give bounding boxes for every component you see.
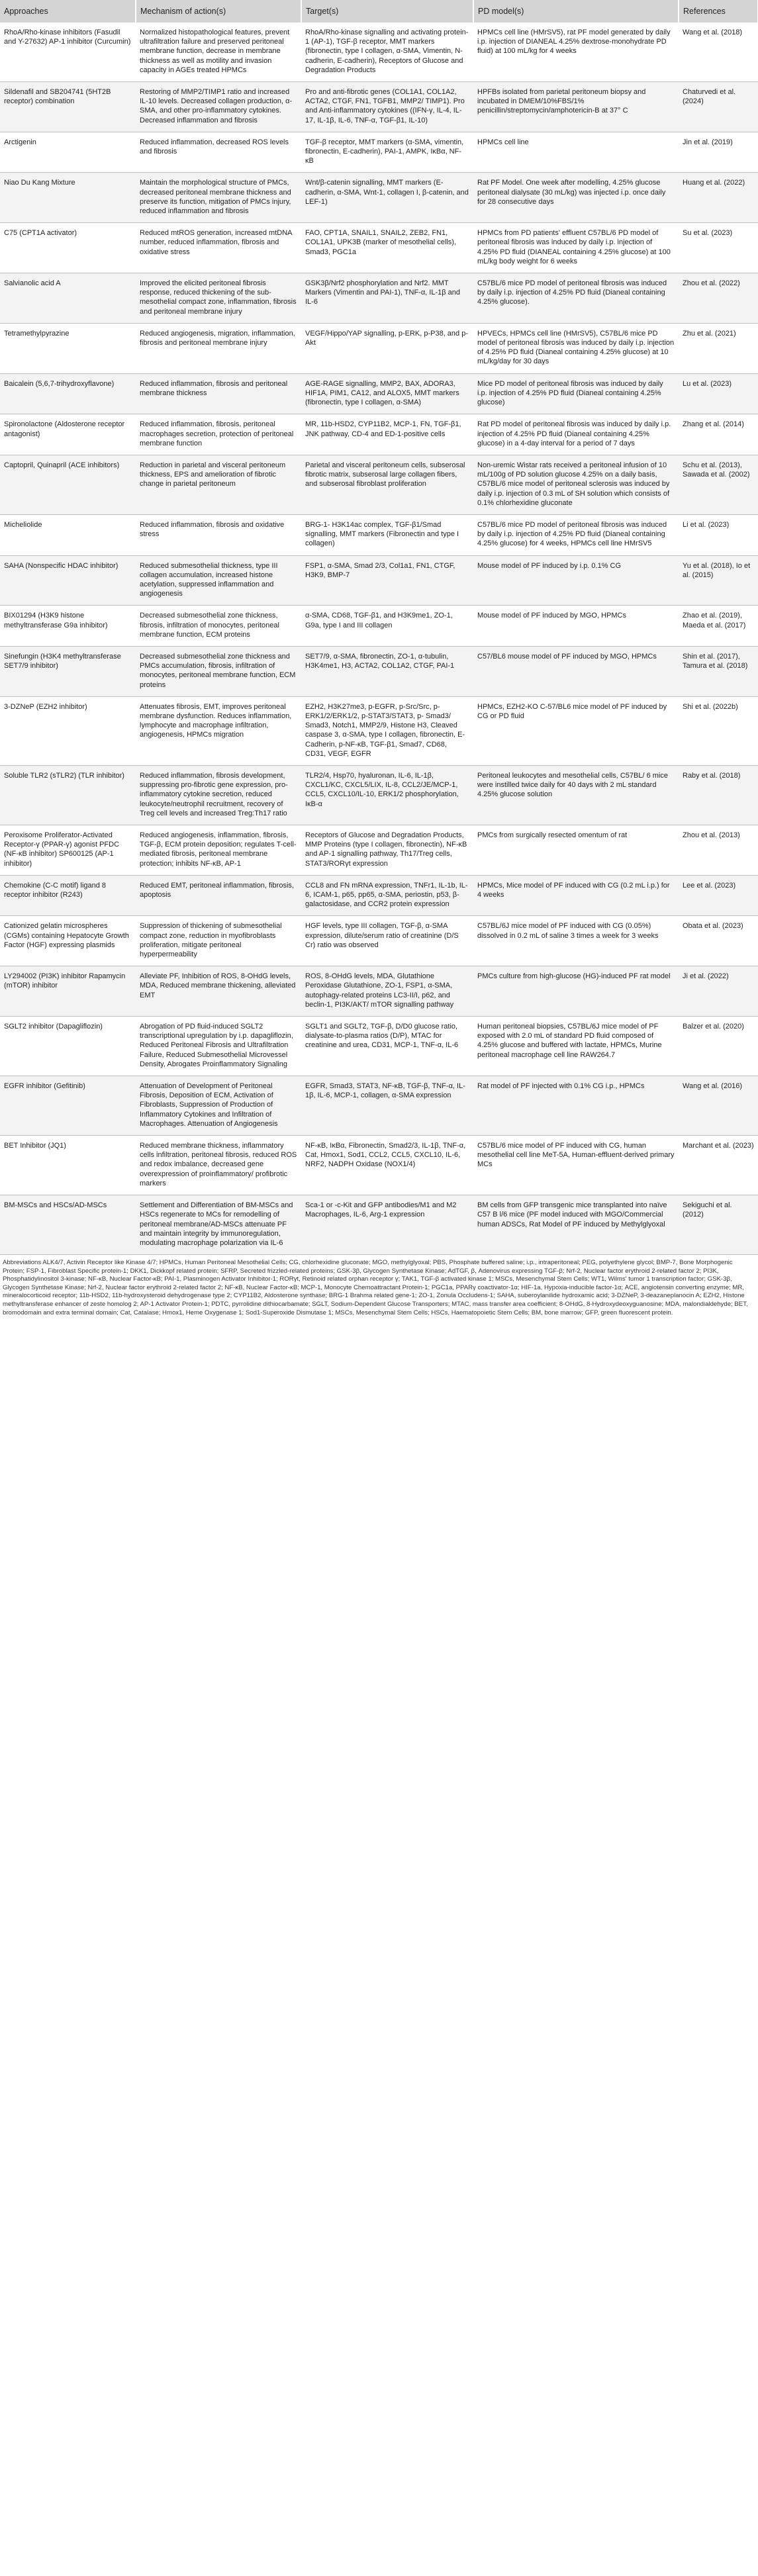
cell-mechanism: Decreased submesothelial zone thickness, fibrosis, infiltration of monocytes, peritoneal membrane function, ECM proteins — [136, 606, 301, 647]
cell-pd-model: Mouse model of PF induced by i.p. 0.1% CG — [473, 555, 679, 606]
cell-targets: MR, 11b-HSD2, CYP11B2, MCP-1, FN, TGF-β1, JNK pathway, CD-4 and ED-1-positive cells — [301, 414, 473, 455]
cell-approach: BM-MSCs and HSCs/AD-MSCs — [0, 1195, 136, 1255]
table-row — [0, 82, 758, 132]
table-row — [0, 132, 758, 173]
cell-approach: BET Inhibitor (JQ1) — [0, 1136, 136, 1195]
cell-pd-model: PMCs from surgically resected omentum of rat — [473, 825, 679, 876]
table-row — [0, 606, 758, 647]
table-row — [0, 514, 758, 555]
cell-pd-model: Rat PF Model. One week after modelling, 4.25% glucose peritoneal dialysate (30 mL/kg) was injected i.p. once daily for 28 consecutive days — [473, 173, 679, 223]
cell-pd-model: Rat PD model of peritoneal fibrosis was induced by daily i.p. injection of 4.25% PD fluid (Dianeal containing 4.25% glucose) in a 4-day interval for a period of 7 days — [473, 414, 679, 455]
cell-approach: Peroxisome Proliferator-Activated Receptor-γ (PPAR-γ) agonist PFDC (NF-κB inhibitor) SP600125 (AP-1 inhibitor) — [0, 825, 136, 876]
cell-approach: Soluble TLR2 (sTLR2) (TLR inhibitor) — [0, 765, 136, 825]
cell-mechanism: Attenuates fibrosis, EMT, improves peritoneal membrane dysfunction. Reduces inflammation, lymphocyte and macrophage infiltration, angiogenesis, HPMCs migration — [136, 696, 301, 765]
cell-pd-model: Human peritoneal biopsies, C57BL/6J mice model of PF exposed with 2.0 mL of standard PD fluid composed of 4.25% glucose and buffered with lactate, HPMCs, Murine peritoneal macrophage cell line RAW264.7 — [473, 1017, 679, 1076]
cell-mechanism: Improved the elicited peritoneal fibrosis response, reduced thickening of the sub-mesothelial compact zone, inflammation, fibrosis and peritoneal membrane injury — [136, 273, 301, 324]
table-footer — [0, 1255, 758, 1320]
cell-approach: Tetramethylpyrazine — [0, 323, 136, 373]
cell-mechanism: Suppression of thickening of submesothelial compact zone, reduction in myofibroblasts proliferation, mitigate peritoneal hyperpermeability — [136, 916, 301, 966]
cell-mechanism: Reduced EMT, peritoneal inflammation, fibrosis, apoptosis — [136, 875, 301, 916]
cell-targets: FSP1, α-SMA, Smad 2/3, Col1a1, FN1, CTGF, H3K9, BMP-7 — [301, 555, 473, 606]
cell-approach: C75 (CPT1A activator) — [0, 223, 136, 273]
cell-approach: Arctigenin — [0, 132, 136, 173]
cell-pd-model: C57BL/6J mice model of PF induced with CG (0.05%) dissolved in 0.2 mL of saline 3 times a week for 3 weeks — [473, 916, 679, 966]
cell-mechanism: Reduced angiogenesis, migration, inflammation, fibrosis and peritoneal membrane injury — [136, 323, 301, 373]
table-row — [0, 1017, 758, 1076]
table-header — [0, 0, 758, 23]
cell-targets: Parietal and visceral peritoneum cells, subserosal fibrotic matrix, subserosal large collagen fibers, and subserosal fibroblast proliferation — [301, 455, 473, 514]
header-mechanism: Mechanism of action(s) — [136, 0, 301, 23]
cell-approach: EGFR inhibitor (Gefitinib) — [0, 1076, 136, 1136]
cell-references: Shi et al. (2022b) — [679, 696, 758, 765]
cell-targets: EGFR, Smad3, STAT3, NF-κB, TGF-β, TNF-α, IL-1β, IL-6, MCP-1, collagen, α-SMA expression — [301, 1076, 473, 1136]
table-row — [0, 414, 758, 455]
cell-references: Yu et al. (2018), Io et al. (2015) — [679, 555, 758, 606]
table-row — [0, 323, 758, 373]
cell-approach: BIX01294 (H3K9 histone methyltransferase G9a inhibitor) — [0, 606, 136, 647]
header-references: References — [679, 0, 758, 23]
cell-pd-model: Mouse model of PF induced by MGO, HPMCs — [473, 606, 679, 647]
cell-targets: RhoA/Rho-kinase signalling and activating protein-1 (AP-1), TGF-β receptor, MMT markers (fibronectin, type I collagen, α-SMA, Vimentin, N-cadherin, E-cadherin), Receptors of Glucose and Degradation Products — [301, 23, 473, 82]
cell-targets: EZH2, H3K27me3, p-EGFR, p-Src/Src, p-ERK1/2/ERK1/2, p-STAT3/STAT3, p- Smad3/ Smad3, Notch1, MMP2/9, Histone H3, Cleaved caspase 3, α-SMA, type I collagen, fibronectin, E-Cadherin, p-NF-κB, TGF-β1, Smad7, CD68, CD31, VEGF, EGFR — [301, 696, 473, 765]
cell-references: Lu et al. (2023) — [679, 373, 758, 414]
cell-pd-model: HPMCs cell line — [473, 132, 679, 173]
cell-references: Obata et al. (2023) — [679, 916, 758, 966]
cell-approach: 3-DZNeP (EZH2 inhibitor) — [0, 696, 136, 765]
cell-mechanism: Reduced mtROS generation, increased mtDNA number, reduced inflammation, fibrosis and oxidative stress — [136, 223, 301, 273]
cell-references: Zhou et al. (2013) — [679, 825, 758, 876]
cell-pd-model: HPVECs, HPMCs cell line (HMrSV5), C57BL/6 mice PD model of peritoneal fibrosis was induced by daily i.p. injection of 4.25% PD fluid (Dianeal containing 4.25% glucose) at 10 mL/kg/day for 30 days — [473, 323, 679, 373]
table-row — [0, 273, 758, 324]
cell-approach: Captopril, Quinapril (ACE inhibitors) — [0, 455, 136, 514]
cell-pd-model: HPMCs, EZH2-KO C-57/BL6 mice model of PF induced by CG or PD fluid — [473, 696, 679, 765]
table-row — [0, 696, 758, 765]
abbreviations-footnote: Abbreviations ALK4/7, Activin Receptor like Kinase 4/7; HPMCs, Human Peritoneal Mesothelial Cells; CG, chlorhexidine gluconate; MGO, methylglyoxal; PBS, Phosphate buffered saline; i.p., intraperitoneal; PEG, polyethylene glycol; BMP-7, Bone Morphogenic Protein; FSP-1, Fibroblast Specific protein-1; DKK1, Dickkopf related protein; SFRP, Secreted frizzled-related proteins; GSK-3β, Glycogen Synthetase Kinase; AdTGF, β, Adenovirus expressing TGF-β; Nrf-2, Nuclear factor erythroid 2-related factor 2; PI3K, Phosphatidylinositol 3-kinase; NF-κB, Nuclear Factor-κB; PAI-1, Plasminogen Activator Inhibitor-1; RORγt, Retinoid related orphan receptor γ; TAK1, TGF-β activated kinase 1; MSCs, Mesenchymal Stem Cells; WT1, Wilms' tumor 1 transcription factor; GSK-3β, Glycogen Synthetase Kinase; Nrf-2, Nuclear factor erythroid 2-related factor 2; NF-κB, Nuclear Factor-κB; MCP-1, Monocyte Chemoattractant Protein-1; PGC1a, PPARγ coactivator-1α; HIF-1a, Hypoxia-inducible factor-1α; ACE, angiotensin converting enzyme; MR, mineralocorticoid receptor; 11b-HSD2, 11b-hydroxysteroid dehydrogenase type 2; CYP11B2, Aldosterone synthase; BRG-1 Brahma related gene-1; ZO-1, Zonula Occludens-1; SAHA, suberoylanilide hydroxamic acid; 3-DZNeP, 3-deazaneplanocin A; EZH2, Histone methyltransferase enhancer of zeste homolog 2; AP-1 Activator Protein-1; PDTC, pyrrolidine dithiocarbamate; SGLT, Sodium-Dependent Glucose Transporters; MTAC, mass transfer area coefficient; 8-OHdG, 8-Hydroxydeoxyguanosine; MDA, malondialdehyde; BET, bromodomain and extra terminal domain; Cat, Catalase; Hmox1, Heme Oxygenase 1; Sod1-Superoxide Dismutase 1; MSCs, Mesenchymal Stem Cells; HSCs, Haematopoietic Stem Cells; BM, bone marrow; GFP, green fluorescent protein. — [3, 1259, 748, 1316]
table-row — [0, 23, 758, 82]
cell-targets: CCL8 and FN mRNA expression, TNFr1, IL-1b, IL-6, ICAM-1, p65, pp65, α-SMA, periostin, p53, β-galactosidase, and CCR2 protein expression — [301, 875, 473, 916]
cell-references: Marchant et al. (2023) — [679, 1136, 758, 1195]
header-targets: Target(s) — [301, 0, 473, 23]
table-row — [0, 916, 758, 966]
cell-approach: Baicalein (5,6,7-trihydroxyflavone) — [0, 373, 136, 414]
cell-references: Sekiguchi et al. (2012) — [679, 1195, 758, 1255]
table-row — [0, 555, 758, 606]
cell-targets: SGLT1 and SGLT2, TGF-β, D/D0 glucose ratio, dialysate-to-plasma ratios (D/P), MTAC for creatinine and urea, CD31, MCP-1, TNF-α, IL-6 — [301, 1017, 473, 1076]
cell-targets: SET7/9, α-SMA, fibronectin, ZO-1, α-tubulin, H3K4me1, H3, ACTA2, COL1A2, CTGF, PAI-1 — [301, 646, 473, 696]
cell-approach: RhoA/Rho-kinase inhibitors (Fasudil and Y-27632) AP-1 inhibitor (Curcumin) — [0, 23, 136, 82]
cell-targets: TLR2/4, Hsp70, hyaluronan, IL-6, IL-1β, CXCL1/KC, CXCL5/LIX, IL-8, CCL2/JE/MCP-1, CCL5, CXCL10/IL-10, ERK1/2 phosphorylation, IκB-α — [301, 765, 473, 825]
cell-approach: Micheliolide — [0, 514, 136, 555]
table-row — [0, 1195, 758, 1255]
cell-references: Chaturvedi et al. (2024) — [679, 82, 758, 132]
cell-references: Zhu et al. (2021) — [679, 323, 758, 373]
cell-pd-model: PMCs culture from high-glucose (HG)-induced PF rat model — [473, 966, 679, 1017]
cell-approach: Sinefungin (H3K4 methyltransferase SET7/9 inhibitor) — [0, 646, 136, 696]
cell-references: Balzer et al. (2020) — [679, 1017, 758, 1076]
cell-references: Raby et al. (2018) — [679, 765, 758, 825]
cell-references: Lee et al. (2023) — [679, 875, 758, 916]
table-row — [0, 373, 758, 414]
cell-targets: Wnt/β-catenin signalling, MMT markers (E-cadherin, α-SMA, Wnt-1, collagen I, β-catenin, and LEF-1) — [301, 173, 473, 223]
cell-approach: Salvianolic acid A — [0, 273, 136, 324]
footnote-row — [0, 1255, 758, 1320]
header-approaches: Approaches — [0, 0, 136, 23]
cell-approach: SAHA (Nonspecific HDAC inhibitor) — [0, 555, 136, 606]
table-row — [0, 455, 758, 514]
table-row — [0, 825, 758, 876]
cell-targets: VEGF/Hippo/YAP signalling, p-ERK, p-P38, and p-Akt — [301, 323, 473, 373]
cell-mechanism: Reduced inflammation, fibrosis, peritoneal macrophages secretion, protection of peritoneal membrane function — [136, 414, 301, 455]
cell-mechanism: Restoring of MMP2/TIMP1 ratio and increased IL-10 levels. Decreased collagen production, α-SMA, and other pro-inflammatory cytokines. Decreased inflammation and fibrosis — [136, 82, 301, 132]
cell-targets: BRG-1- H3K14ac complex, TGF-β1/Smad signalling, MMT markers (Fibronectin and type I collagen) — [301, 514, 473, 555]
table-row — [0, 223, 758, 273]
cell-mechanism: Reduced submesothelial thickness, type III collagen accumulation, increased histone acetylation, suppressed inflammation and angiogenesis — [136, 555, 301, 606]
cell-references: Li et al. (2023) — [679, 514, 758, 555]
cell-references: Ji et al. (2022) — [679, 966, 758, 1017]
header-row — [0, 0, 758, 23]
cell-references: Huang et al. (2022) — [679, 173, 758, 223]
cell-pd-model: C57BL/6 mice model of PF induced with CG, human mesothelial cell line MeT-5A, Human-effluent-derived primary MCs — [473, 1136, 679, 1195]
cell-references: Su et al. (2023) — [679, 223, 758, 273]
table-row — [0, 646, 758, 696]
cell-mechanism: Reduced angiogenesis, inflammation, fibrosis, TGF-β, ECM protein deposition; regulates T-cell-mediated fibrosis, peritoneal membrane protection; inhibits NF-κB, AP-1 — [136, 825, 301, 876]
cell-targets: Sca-1 or -c-Kit and GFP antibodies/M1 and M2 Macrophages, IL-6, Arg-1 expression — [301, 1195, 473, 1255]
cell-approach: Chemokine (C-C motif) ligand 8 receptor inhibitor (R243) — [0, 875, 136, 916]
cell-mechanism: Reduced inflammation, decreased ROS levels and fibrosis — [136, 132, 301, 173]
cell-pd-model: HPMCs from PD patients' effluent C57BL/6 PD model of peritoneal fibrosis was induced by daily i.p. injection of 4.25% PD fluid (DIANEAL containing 4.25% glucose) at 100 mL/kg body weight for 6 weeks — [473, 223, 679, 273]
cell-pd-model: Peritoneal leukocytes and mesothelial cells, C57BL/ 6 mice were instilled twice daily for 40 days with 2 mL standard 4.25% glucose solution — [473, 765, 679, 825]
cell-approach: Niao Du Kang Mixture — [0, 173, 136, 223]
table-row — [0, 173, 758, 223]
cell-mechanism: Attenuation of Development of Peritoneal Fibrosis, Deposition of ECM, Activation of Fibroblasts, Suppression of Production of Inflammatory Cytokines and Infiltration of Macrophages. Attenuation of Angiogenesis — [136, 1076, 301, 1136]
cell-approach: LY294002 (PI3K) inhibitor Rapamycin (mTOR) inhibitor — [0, 966, 136, 1017]
cell-pd-model: Rat model of PF injected with 0.1% CG i.p., HPMCs — [473, 1076, 679, 1136]
cell-pd-model: C57/BL6 mouse model of PF induced by MGO, HPMCs — [473, 646, 679, 696]
cell-approach: Sildenafil and SB204741 (5HT2B receptor) combination — [0, 82, 136, 132]
cell-mechanism: Reduced inflammation, fibrosis and oxidative stress — [136, 514, 301, 555]
cell-references: Wang et al. (2016) — [679, 1076, 758, 1136]
cell-mechanism: Alleviate PF, Inhibition of ROS, 8-OHdG levels, MDA, Reduced membrane thickening, alleviated EMT — [136, 966, 301, 1017]
cell-references: Jin et al. (2019) — [679, 132, 758, 173]
cell-references: Zhou et al. (2022) — [679, 273, 758, 324]
cell-mechanism: Maintain the morphological structure of PMCs, decreased peritoneal membrane thickness and preserve its function, mitigation of PMCs injury, reduced inflammation and fibrosis — [136, 173, 301, 223]
cell-targets: Receptors of Glucose and Degradation Products, MMP Proteins (type I collagen, fibronectin), NF-κB and AP-1 signalling pathway, Th17/Treg cells, STAT3/RORγt expression — [301, 825, 473, 876]
cell-targets: Pro and anti-fibrotic genes (COL1A1, COL1A2, ACTA2, CTGF, FN1, TGFB1, MMP2/ TIMP1). Pro and Anti-inflammatory cytokines ((IFN-γ, IL-4, IL-17, IL-1β, IL-6, TNF-α, TGF-β1, IL-10) — [301, 82, 473, 132]
cell-mechanism: Settlement and Differentiation of BM-MSCs and HSCs regenerate to MCs for remodelling of peritoneal membrane/AD-MSCs attenuate PF and maintain integrity by immunoregulation, modulating macrophage polarization via IL-6 — [136, 1195, 301, 1255]
cell-mechanism: Reduced membrane thickness, inflammatory cells infiltration, peritoneal fibrosis, reduced ROS and redox imbalance, decreased gene overexpression of proinflammatory/ profibrotic markers — [136, 1136, 301, 1195]
cell-targets: NF-κB, IκBα, Fibronectin, Smad2/3, IL-1β, TNF-α, Cat, Hmox1, Sod1, CCL2, CCL5, CXCL10, IL-6, NRF2, NADPH Oxidase (NOX1/4) — [301, 1136, 473, 1195]
cell-references: Zhang et al. (2014) — [679, 414, 758, 455]
cell-approach: SGLT2 inhibitor (Dapagliflozin) — [0, 1017, 136, 1076]
cell-pd-model: HPFBs isolated from parietal peritoneum biopsy and incubated in DMEM/10%FBS/1% penicillin/streptomycin/amphotericin-B at 37° C — [473, 82, 679, 132]
cell-mechanism: Normalized histopathological features, prevent ultrafiltration failure and preserved peritoneal membrane function, decrease in membrane thickness as well as motility and invasion capacity in AGEs treated HPMCs — [136, 23, 301, 82]
cell-targets: TGF-β receptor, MMT markers (α-SMA, vimentin, fibronectin, E-cadherin), PAI-1, AMPK, IκBα, NF-κB — [301, 132, 473, 173]
cell-mechanism: Decreased submesothelial zone thickness and PMCs accumulation, fibrosis, infiltration of monocytes, peritoneal membrane function, ECM proteins — [136, 646, 301, 696]
table-row — [0, 765, 758, 825]
table-row — [0, 966, 758, 1017]
header-pd-models: PD model(s) — [473, 0, 679, 23]
cell-pd-model: HPMCs cell line (HMrSV5), rat PF model generated by daily i.p. injection of DIANEAL 4.25% dextrose-monohydrate PD fluid) at 100 mL/kg for 4 weeks — [473, 23, 679, 82]
cell-approach: Cationized gelatin microspheres (CGMs) containing Hepatocyte Growth Factor (HGF) expressing plasmids — [0, 916, 136, 966]
cell-targets: AGE-RAGE signalling, MMP2, BAX, ADORA3, HIF1A, PIM1, CA12, and ALOX5, MMT markers (fibronectin, type I collagen, α-SMA) — [301, 373, 473, 414]
cell-pd-model: Non-uremic Wistar rats received a peritoneal infusion of 10 mL/100g of PD solution glucose 4.25% on a daily basis, C57BL/6 mice model of peritoneal sclerosis was induced by daily i.p. injection of 0.3 mL of SH solution which consists of 0.1% chlorhexidine gluconate — [473, 455, 679, 514]
cell-mechanism: Reduction in parietal and visceral peritoneum thickness, EPS and amelioration of fibrotic change in parietal peritoneum — [136, 455, 301, 514]
cell-pd-model: BM cells from GFP transgenic mice transplanted into naïve C57 B l/6 mice (PF model induced with MGO/Commercial human ADSCs, Rat Model of PF induced by Methylglyoxal — [473, 1195, 679, 1255]
cell-targets: GSK3β/Nrf2 phosphorylation and Nrf2. MMT Markers (Vimentin and PAI-1), TNF-α, IL-1β and IL-6 — [301, 273, 473, 324]
cell-targets: ROS, 8-OHdG levels, MDA, Glutathione Peroxidase Glutathione, ZO-1, FSP1, α-SMA, autophagy-related proteins LC3-II/I, p62, and beclin-1, PI3K/AKT/ mTOR signalling pathway — [301, 966, 473, 1017]
cell-pd-model: C57BL/6 mice PD model of peritoneal fibrosis was induced by daily i.p. injection of 4.25% PD fluid (Dianeal containing 4.25% glucose) for 4 weeks, HPMCs cell line HMrSV5 — [473, 514, 679, 555]
cell-approach: Spironolactone (Aldosterone receptor antagonist) — [0, 414, 136, 455]
cell-pd-model: HPMCs, Mice model of PF induced with CG (0.2 mL i.p.) for 4 weeks — [473, 875, 679, 916]
cell-pd-model: C57BL/6 mice PD model of peritoneal fibrosis was induced by daily i.p. injection of 4.25% PD fluid (Dianeal containing 4.25% glucose). — [473, 273, 679, 324]
cell-pd-model: Mice PD model of peritoneal fibrosis was induced by daily i.p. injection of 4.25% PD fluid (Dianeal containing 4.25% glucose) — [473, 373, 679, 414]
cell-references: Shin et al. (2017), Tamura et al. (2018) — [679, 646, 758, 696]
cell-references: Wang et al. (2018) — [679, 23, 758, 82]
cell-mechanism: Reduced inflammation, fibrosis and peritoneal membrane thickness — [136, 373, 301, 414]
table-row — [0, 1076, 758, 1136]
cell-mechanism: Reduced inflammation, fibrosis development, suppressing pro-fibrotic gene expression, pro-inflammatory cytokine secretion, reduced leukocyte/neutrophil recruitment, recovery of Treg cell levels and increased Treg:Th17 ratio — [136, 765, 301, 825]
table-row — [0, 875, 758, 916]
cell-targets: α-SMA, CD68, TGF-β1, and H3K9me1, ZO-1, G9a, type I and III collagen — [301, 606, 473, 647]
cell-references: Schu et al. (2013), Sawada et al. (2002) — [679, 455, 758, 514]
cell-mechanism: Abrogation of PD fluid-induced SGLT2 transcriptional upregulation by i.p. dapagliflozin, Reduced Peritoneal Fibrosis and Ultrafiltration Failure, Reduced Submesothelial Microvessel Density, Abrogates Proinflammatory Signaling — [136, 1017, 301, 1076]
cell-references: Zhao et al. (2019), Maeda et al. (2017) — [679, 606, 758, 647]
table-row — [0, 1136, 758, 1195]
table-body — [0, 23, 758, 1255]
cell-targets: FAO, CPT1A, SNAIL1, SNAIL2, ZEB2, FN1, COL1A1, UPK3B (marker of mesothelial cells), Smad3, PGC1a — [301, 223, 473, 273]
cell-targets: HGF levels, type III collagen, TGF-β, α-SMA expression, dilute/serum ratio of creatinine (D/S Cr) ratio was observed — [301, 916, 473, 966]
